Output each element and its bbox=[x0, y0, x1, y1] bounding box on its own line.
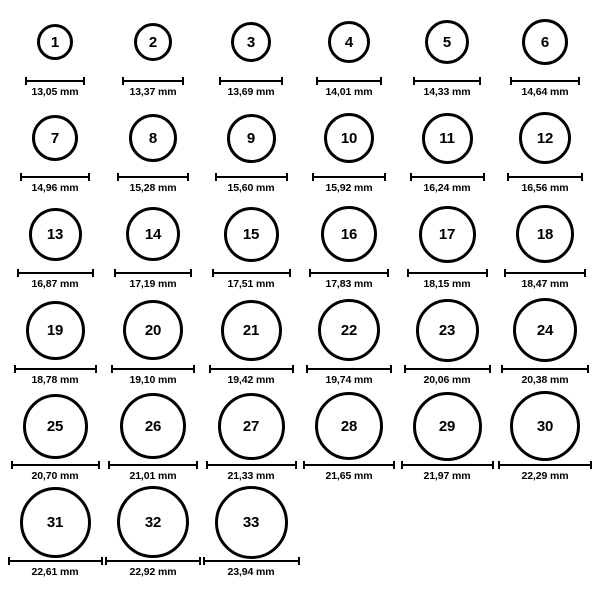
ring-size-cell bbox=[104, 490, 202, 586]
ring-circle-wrap bbox=[416, 298, 479, 362]
ring-circle bbox=[37, 24, 73, 60]
ring-size-cell bbox=[398, 106, 496, 202]
ring-circle bbox=[422, 113, 473, 164]
ring-circle bbox=[29, 208, 82, 261]
ring-diameter-label: 20,38 mm bbox=[521, 374, 569, 386]
caliper-icon bbox=[309, 269, 389, 276]
ring-size-cell bbox=[300, 298, 398, 394]
ring-circle-wrap bbox=[23, 394, 88, 458]
ring-measurement bbox=[303, 461, 395, 482]
ring-circle bbox=[318, 299, 380, 361]
ring-size-cell bbox=[398, 298, 496, 394]
caliper-icon bbox=[404, 365, 491, 372]
ring-size-cell bbox=[6, 106, 104, 202]
caliper-icon bbox=[117, 173, 189, 180]
ring-circle-wrap bbox=[419, 202, 476, 266]
ring-size-cell bbox=[6, 202, 104, 298]
ring-size-label: 27 bbox=[242, 417, 260, 435]
ring-circle-wrap bbox=[516, 202, 574, 266]
ring-circle-wrap bbox=[321, 202, 377, 266]
ring-circle-wrap bbox=[510, 394, 580, 458]
caliper-icon bbox=[316, 77, 382, 84]
ring-circle-wrap bbox=[227, 106, 276, 170]
ring-measurement bbox=[404, 365, 491, 386]
ring-circle bbox=[129, 114, 177, 162]
caliper-icon bbox=[108, 461, 198, 468]
ring-circle-wrap bbox=[26, 298, 85, 362]
caliper-icon bbox=[14, 365, 97, 372]
ring-circle bbox=[522, 19, 568, 65]
ring-circle bbox=[231, 22, 271, 62]
ring-circle-wrap bbox=[413, 394, 482, 458]
ring-size-cell bbox=[202, 202, 300, 298]
ring-size-cell bbox=[202, 106, 300, 202]
ring-circle-wrap bbox=[519, 106, 571, 170]
caliper-icon bbox=[219, 77, 283, 84]
ring-size-label: 8 bbox=[148, 129, 158, 147]
ring-circle-wrap bbox=[20, 490, 91, 554]
ring-measurement bbox=[25, 77, 85, 98]
caliper-icon bbox=[498, 461, 592, 468]
ring-measurement bbox=[401, 461, 494, 482]
ring-diameter-label: 16,24 mm bbox=[423, 182, 471, 194]
ring-circle-wrap bbox=[120, 394, 186, 458]
ring-diameter-label: 13,69 mm bbox=[227, 86, 275, 98]
ring-size-cell bbox=[300, 202, 398, 298]
ring-size-label: 25 bbox=[46, 417, 64, 435]
ring-size-cell bbox=[398, 10, 496, 106]
ring-measurement bbox=[11, 461, 100, 482]
ring-size-row bbox=[6, 298, 594, 394]
ring-circle bbox=[416, 299, 479, 362]
caliper-icon bbox=[20, 173, 90, 180]
ring-circle bbox=[324, 113, 374, 163]
ring-circle bbox=[215, 486, 288, 559]
ring-size-label: 33 bbox=[242, 513, 260, 531]
ring-size-cell bbox=[104, 106, 202, 202]
ring-size-cell bbox=[202, 394, 300, 490]
ring-circle-wrap bbox=[318, 298, 380, 362]
ring-size-cell bbox=[398, 202, 496, 298]
ring-diameter-label: 14,33 mm bbox=[423, 86, 471, 98]
ring-measurement bbox=[219, 77, 283, 98]
ring-circle bbox=[315, 392, 383, 460]
ring-size-row bbox=[6, 490, 594, 586]
ring-size-label: 31 bbox=[46, 513, 64, 531]
caliper-icon bbox=[501, 365, 589, 372]
ring-measurement bbox=[209, 365, 294, 386]
ring-measurement bbox=[498, 461, 592, 482]
caliper-icon bbox=[203, 557, 300, 564]
ring-diameter-label: 21,97 mm bbox=[423, 470, 471, 482]
ring-size-cell bbox=[202, 10, 300, 106]
caliper-icon bbox=[401, 461, 494, 468]
ring-diameter-label: 21,65 mm bbox=[325, 470, 373, 482]
ring-diameter-label: 22,61 mm bbox=[31, 566, 79, 578]
ring-diameter-label: 20,06 mm bbox=[423, 374, 471, 386]
ring-circle bbox=[123, 300, 183, 360]
ring-size-label: 1 bbox=[50, 33, 60, 51]
caliper-icon bbox=[306, 365, 392, 372]
ring-measurement bbox=[212, 269, 291, 290]
ring-measurement bbox=[122, 77, 184, 98]
ring-size-cell bbox=[6, 10, 104, 106]
ring-diameter-label: 18,15 mm bbox=[423, 278, 471, 290]
ring-size-label: 20 bbox=[144, 321, 162, 339]
ring-circle bbox=[425, 20, 469, 64]
ring-diameter-label: 19,10 mm bbox=[129, 374, 177, 386]
ring-circle bbox=[23, 394, 88, 459]
ring-size-row bbox=[6, 394, 594, 490]
ring-diameter-label: 13,37 mm bbox=[129, 86, 177, 98]
ring-circle-wrap bbox=[134, 10, 172, 74]
ring-measurement bbox=[413, 77, 481, 98]
ring-circle bbox=[224, 207, 279, 262]
ring-circle bbox=[221, 300, 282, 361]
ring-circle-wrap bbox=[32, 106, 78, 170]
ring-diameter-label: 20,70 mm bbox=[31, 470, 79, 482]
ring-circle bbox=[126, 207, 180, 261]
ring-circle bbox=[510, 391, 580, 461]
ring-size-label: 29 bbox=[438, 417, 456, 435]
ring-measurement bbox=[14, 365, 97, 386]
ring-diameter-label: 16,87 mm bbox=[31, 278, 79, 290]
ring-size-cell bbox=[6, 394, 104, 490]
ring-size-label: 12 bbox=[536, 129, 554, 147]
caliper-icon bbox=[510, 77, 580, 84]
ring-size-cell bbox=[6, 490, 104, 586]
ring-circle-wrap bbox=[29, 202, 82, 266]
ring-circle bbox=[227, 114, 276, 163]
ring-measurement bbox=[206, 461, 297, 482]
ring-circle bbox=[26, 301, 85, 360]
ring-circle-wrap bbox=[315, 394, 383, 458]
ring-size-cell bbox=[104, 10, 202, 106]
caliper-icon bbox=[122, 77, 184, 84]
caliper-icon bbox=[215, 173, 288, 180]
ring-size-cell bbox=[300, 394, 398, 490]
ring-size-cell bbox=[202, 490, 300, 586]
caliper-icon bbox=[303, 461, 395, 468]
ring-size-label: 3 bbox=[246, 33, 256, 51]
ring-size-label: 9 bbox=[246, 129, 256, 147]
ring-measurement bbox=[407, 269, 488, 290]
ring-measurement bbox=[312, 173, 386, 194]
ring-size-label: 17 bbox=[438, 225, 456, 243]
ring-circle bbox=[120, 393, 186, 459]
caliper-icon bbox=[413, 77, 481, 84]
ring-diameter-label: 21,33 mm bbox=[227, 470, 275, 482]
caliper-icon bbox=[209, 365, 294, 372]
ring-circle bbox=[20, 487, 91, 558]
ring-circle bbox=[413, 392, 482, 461]
ring-circle-wrap bbox=[37, 10, 73, 74]
ring-circle-wrap bbox=[513, 298, 577, 362]
ring-circle bbox=[328, 21, 370, 63]
ring-size-label: 16 bbox=[340, 225, 358, 243]
ring-measurement bbox=[504, 269, 586, 290]
ring-measurement bbox=[306, 365, 392, 386]
caliper-icon bbox=[212, 269, 291, 276]
caliper-icon bbox=[407, 269, 488, 276]
caliper-icon bbox=[8, 557, 103, 564]
caliper-icon bbox=[507, 173, 583, 180]
ring-diameter-label: 14,01 mm bbox=[325, 86, 373, 98]
ring-size-label: 24 bbox=[536, 321, 554, 339]
ring-size-row bbox=[6, 10, 594, 106]
ring-diameter-label: 15,28 mm bbox=[129, 182, 177, 194]
ring-size-label: 22 bbox=[340, 321, 358, 339]
caliper-icon bbox=[410, 173, 485, 180]
ring-circle bbox=[218, 393, 285, 460]
ring-measurement bbox=[410, 173, 485, 194]
ring-size-cell bbox=[496, 10, 594, 106]
ring-size-cell bbox=[104, 298, 202, 394]
ring-size-label: 18 bbox=[536, 225, 554, 243]
ring-size-label: 7 bbox=[50, 129, 60, 147]
ring-circle bbox=[134, 23, 172, 61]
caliper-icon bbox=[25, 77, 85, 84]
ring-size-cell bbox=[496, 298, 594, 394]
ring-size-row bbox=[6, 202, 594, 298]
ring-circle-wrap bbox=[328, 10, 370, 74]
ring-circle-wrap bbox=[522, 10, 568, 74]
ring-measurement bbox=[105, 557, 201, 578]
ring-measurement bbox=[17, 269, 94, 290]
ring-size-cell bbox=[496, 106, 594, 202]
ring-measurement bbox=[108, 461, 198, 482]
caliper-icon bbox=[504, 269, 586, 276]
ring-size-label: 10 bbox=[340, 129, 358, 147]
ring-circle bbox=[513, 298, 577, 362]
ring-measurement bbox=[510, 77, 580, 98]
ring-diameter-label: 17,83 mm bbox=[325, 278, 373, 290]
ring-size-label: 28 bbox=[340, 417, 358, 435]
ring-diameter-label: 19,42 mm bbox=[227, 374, 275, 386]
ring-diameter-label: 14,96 mm bbox=[31, 182, 79, 194]
ring-circle bbox=[32, 115, 78, 161]
ring-diameter-label: 23,94 mm bbox=[227, 566, 275, 578]
ring-diameter-label: 19,74 mm bbox=[325, 374, 373, 386]
ring-circle bbox=[516, 205, 574, 263]
ring-size-cell bbox=[496, 202, 594, 298]
ring-size-cell bbox=[300, 106, 398, 202]
ring-diameter-label: 13,05 mm bbox=[31, 86, 79, 98]
ring-circle bbox=[321, 206, 377, 262]
ring-circle-wrap bbox=[126, 202, 180, 266]
ring-measurement bbox=[316, 77, 382, 98]
ring-size-cell bbox=[300, 10, 398, 106]
ring-size-cell bbox=[202, 298, 300, 394]
ring-circle-wrap bbox=[117, 490, 189, 554]
ring-size-cell bbox=[104, 202, 202, 298]
ring-measurement bbox=[114, 269, 192, 290]
ring-size-label: 13 bbox=[46, 225, 64, 243]
ring-measurement bbox=[8, 557, 103, 578]
ring-circle bbox=[519, 112, 571, 164]
ring-diameter-label: 15,92 mm bbox=[325, 182, 373, 194]
ring-size-label: 14 bbox=[144, 225, 162, 243]
ring-size-label: 4 bbox=[344, 33, 354, 51]
ring-circle-wrap bbox=[218, 394, 285, 458]
ring-measurement bbox=[215, 173, 288, 194]
ring-size-label: 23 bbox=[438, 321, 456, 339]
caliper-icon bbox=[114, 269, 192, 276]
ring-measurement bbox=[203, 557, 300, 578]
ring-circle-wrap bbox=[221, 298, 282, 362]
ring-size-cell bbox=[398, 394, 496, 490]
ring-size-label: 11 bbox=[439, 129, 455, 147]
ring-size-label: 26 bbox=[144, 417, 162, 435]
ring-diameter-label: 17,19 mm bbox=[129, 278, 177, 290]
ring-size-row bbox=[6, 106, 594, 202]
ring-measurement bbox=[20, 173, 90, 194]
ring-diameter-label: 18,47 mm bbox=[521, 278, 569, 290]
ring-circle-wrap bbox=[231, 10, 271, 74]
ring-circle-wrap bbox=[129, 106, 177, 170]
ring-size-label: 5 bbox=[442, 33, 452, 51]
ring-measurement bbox=[117, 173, 189, 194]
ring-size-label: 19 bbox=[46, 321, 64, 339]
ring-circle-wrap bbox=[324, 106, 374, 170]
ring-measurement bbox=[309, 269, 389, 290]
ring-circle-wrap bbox=[422, 106, 473, 170]
caliper-icon bbox=[17, 269, 94, 276]
ring-measurement bbox=[501, 365, 589, 386]
ring-circle-wrap bbox=[123, 298, 183, 362]
caliper-icon bbox=[11, 461, 100, 468]
ring-size-label: 6 bbox=[540, 33, 550, 51]
ring-measurement bbox=[111, 365, 195, 386]
ring-circle-wrap bbox=[425, 10, 469, 74]
ring-diameter-label: 14,64 mm bbox=[521, 86, 569, 98]
ring-circle-wrap bbox=[215, 490, 288, 554]
ring-diameter-label: 22,92 mm bbox=[129, 566, 177, 578]
ring-measurement bbox=[507, 173, 583, 194]
ring-diameter-label: 17,51 mm bbox=[227, 278, 275, 290]
ring-diameter-label: 21,01 mm bbox=[129, 470, 177, 482]
ring-diameter-label: 16,56 mm bbox=[521, 182, 569, 194]
ring-size-cell bbox=[496, 394, 594, 490]
ring-diameter-label: 15,60 mm bbox=[227, 182, 275, 194]
caliper-icon bbox=[312, 173, 386, 180]
ring-size-label: 30 bbox=[536, 417, 554, 435]
ring-circle-wrap bbox=[224, 202, 279, 266]
ring-size-label: 15 bbox=[242, 225, 260, 243]
ring-diameter-label: 22,29 mm bbox=[521, 470, 569, 482]
ring-circle bbox=[419, 206, 476, 263]
ring-circle bbox=[117, 486, 189, 558]
ring-size-cell bbox=[6, 298, 104, 394]
ring-size-label: 21 bbox=[242, 321, 260, 339]
ring-diameter-label: 18,78 mm bbox=[31, 374, 79, 386]
caliper-icon bbox=[105, 557, 201, 564]
ring-size-label: 2 bbox=[148, 33, 158, 51]
caliper-icon bbox=[206, 461, 297, 468]
ring-size-label: 32 bbox=[144, 513, 162, 531]
caliper-icon bbox=[111, 365, 195, 372]
ring-size-cell bbox=[104, 394, 202, 490]
